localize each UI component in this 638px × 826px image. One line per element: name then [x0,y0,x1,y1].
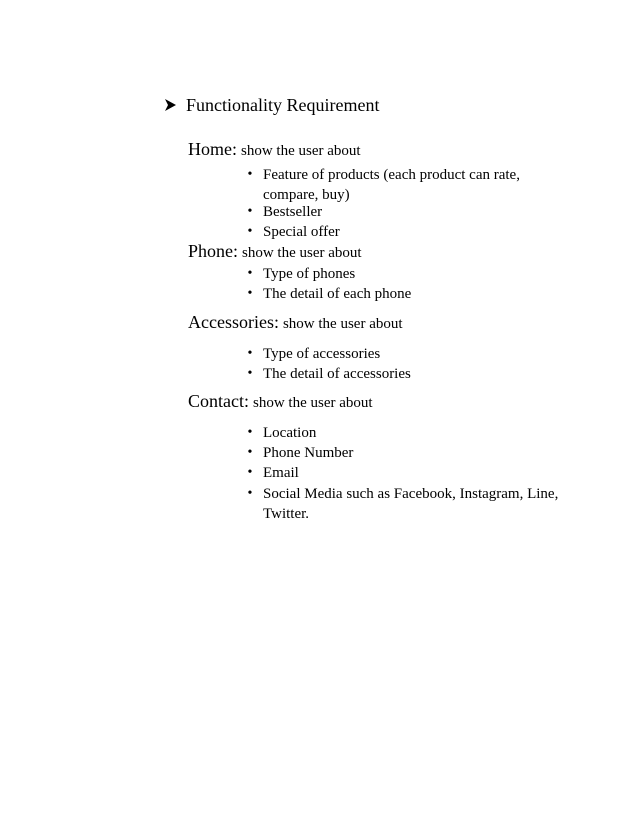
section-desc: show the user about [242,245,362,261]
list-item-text: Bestseller [263,204,323,220]
bullet-icon: • [247,366,253,381]
list-item-text: Email [263,465,299,481]
bullet-icon: • [247,346,253,361]
list-item-text: Type of accessories [263,346,381,362]
bullet-icon: • [247,224,253,239]
list-item-text: Phone Number [263,445,354,461]
list-item-text: The detail of accessories [263,366,411,382]
bullet-icon: • [247,167,253,182]
section-name: Contact: [188,391,249,411]
bullet-icon: • [247,204,253,219]
section-name: Home: [188,139,237,159]
section-name: Phone: [188,241,239,261]
list-item-text: Feature of products (each product can rate, compare, buy) [263,167,520,203]
arrowhead-icon [165,99,176,111]
list-item-text: Type of phones [263,266,356,282]
section-desc: show the user about [282,316,403,332]
list-item-text: The detail of each phone [263,286,412,302]
bullet-icon: • [247,445,253,460]
section-title-phone [188,241,362,262]
bullet-icon: • [247,465,253,480]
bullet-icon: • [247,425,253,440]
bullet-icon: • [247,266,253,281]
list-item-text: Location [263,425,317,441]
section-name: Accessories: [188,312,279,332]
section-title-contact [188,391,373,412]
bullet-icon: • [247,486,253,501]
list-item-text: Special offer [263,224,340,240]
section-title-home [188,139,361,160]
list-item-text: Social Media such as Facebook, Instagram, Line, Twitter. [263,486,559,522]
bullet-icon: • [247,286,253,301]
section-title-accessories [188,312,403,333]
heading-text: Functionality Requirement [186,95,380,115]
section-desc: show the user about [241,143,361,159]
section-heading [165,92,379,118]
section-desc: show the user about [253,395,373,411]
